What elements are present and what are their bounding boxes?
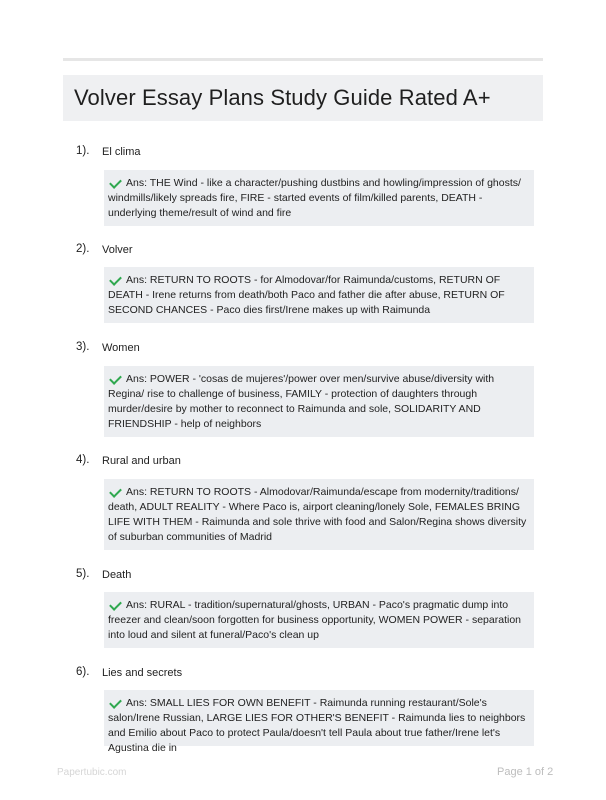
check-icon: [109, 273, 122, 286]
answer-text: Ans: SMALL LIES FOR OWN BENEFIT - Raimunda running restaurant/Sole's salon/Irene Russian, LARGE LIES FOR OTHER'S BENEFIT - Raimunda lies to neighbors and Emilio about Paco to protect Paula/doesn't tell Paula about true father/Irene let's Agustina die in: [108, 697, 526, 754]
question-label: Lies and secrets: [102, 667, 183, 679]
answer-box-4: [104, 479, 534, 550]
answer-text: Ans: RETURN TO ROOTS - for Almodovar/for Raimunda/customs, RETURN OF DEATH - Irene returns from death/both Paco and father die after abuse, RETURN OF SECOND CHANCES - Paco dies first/Irene makes up with Raimunda: [108, 274, 505, 316]
check-icon: [109, 176, 122, 189]
question-number: 6).: [76, 666, 90, 678]
page-title: Volver Essay Plans Study Guide Rated A+: [74, 85, 491, 110]
check-icon: [109, 598, 122, 611]
check-icon: [109, 485, 122, 498]
question-label: Rural and urban: [102, 455, 181, 467]
question-label: El clima: [102, 146, 141, 158]
question-label: Women: [102, 342, 140, 354]
question-number: 3).: [76, 341, 90, 353]
answer-box-1: [104, 170, 534, 226]
check-icon: [109, 372, 122, 385]
question-number: 2).: [76, 243, 90, 255]
answer-text: Ans: RURAL - tradition/supernatural/ghosts, URBAN - Paco's pragmatic dump into freezer and clean/soon forgotten for business opportunity, WOMEN POWER - separation into loud and silent at funeral/Paco's clean up: [108, 599, 521, 641]
page-number: Page 1 of 2: [497, 766, 554, 778]
title-band: [63, 75, 543, 121]
check-icon: [109, 696, 122, 709]
question-number: 1).: [76, 145, 90, 157]
answer-text: Ans: RETURN TO ROOTS - Almodovar/Raimunda/escape from modernity/traditions/ death, ADULT REALITY - Where Paco is, airport cleaning/lonely Sole, FEMALES BRING LIFE WITH THEM - Raimunda and sole thrive with food and Salon/Regina shows diversity of suburban communities of Madrid: [108, 486, 527, 543]
answer-box-5: [104, 592, 534, 648]
answer-text: Ans: THE Wind - like a character/pushing dustbins and howling/impression of ghosts/ windmills/likely spreads fire, FIRE - started events of film/killed parents, DEATH - underlying theme/result of wind and fire: [108, 177, 521, 219]
answer-text: Ans: POWER - 'cosas de mujeres'/power over men/survive abuse/diversity with Regina/ rise to challenge of business, FAMILY - protection of daughters through murder/desire by mother to reconnect to Raimunda and sole, SOLIDARITY AND FRIENDSHIP - help of neighbors: [108, 373, 495, 430]
answer-box-3: [104, 366, 534, 437]
question-label: Volver: [102, 244, 133, 256]
question-number: 5).: [76, 568, 90, 580]
top-divider: [63, 58, 543, 61]
question-label: Death: [102, 569, 132, 581]
answer-box-6: [104, 690, 534, 754]
watermark: Papertubic.com: [57, 767, 127, 778]
answer-box-2: [104, 267, 534, 323]
question-number: 4).: [76, 454, 90, 466]
